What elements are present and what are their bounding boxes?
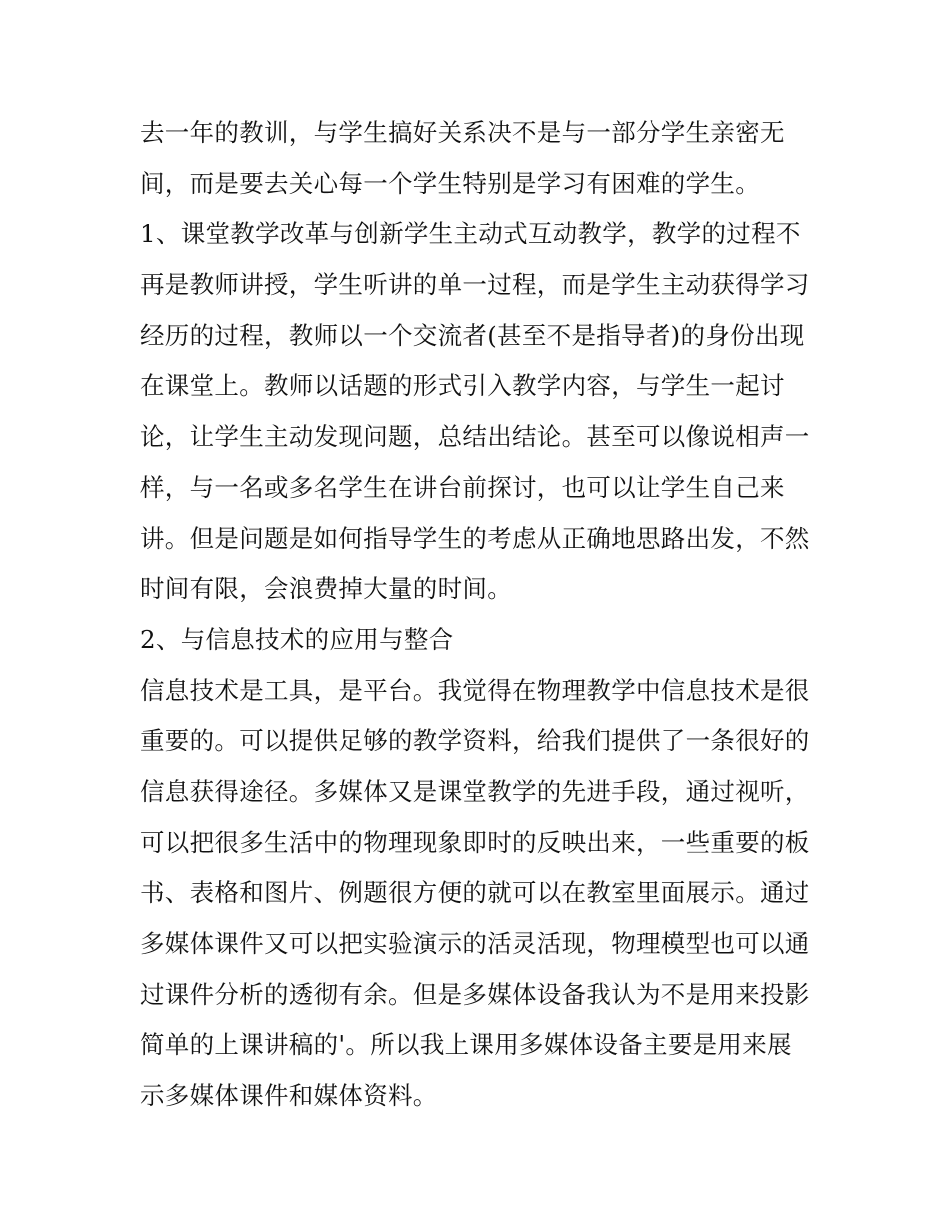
text-line: 重要的。可以提供足够的教学资料，给我们提供了一条很好的 [140, 726, 810, 756]
text-line: 在课堂上。教师以话题的形式引入教学内容，与学生一起讨 [140, 371, 785, 401]
text-line: 可以把很多生活中的物理现象即时的反映出来，一些重要的板 [140, 827, 810, 857]
text-line: 经历的过程，教师以一个交流者(甚至不是指导者)的身份出现 [140, 320, 805, 350]
text-line: 示多媒体课件和媒体资料。 [140, 1081, 438, 1111]
text-line: 间，而是要去关心每一个学生特别是学习有困难的学生。 [140, 168, 760, 198]
text-line: 1、课堂教学改革与创新学生主动式互动教学，教学的过程不 [140, 219, 801, 249]
text-line: 样，与一名或多名学生在讲台前探讨，也可以让学生自己来 [140, 472, 785, 502]
text-line: 信息获得途径。多媒体又是课堂教学的先进手段，通过视听， [140, 776, 810, 806]
text-line: 时间有限，会浪费掉大量的时间。 [140, 574, 512, 604]
text-line: 再是教师讲授，学生听讲的单一过程，而是学生主动获得学习 [140, 270, 810, 300]
text-line: 讲。但是问题是如何指导学生的考虑从正确地思路出发，不然 [140, 523, 810, 553]
section-heading: 2、与信息技术的应用与整合 [140, 624, 454, 654]
text-line: 去一年的教训，与学生搞好关系决不是与一部分学生亲密无 [140, 118, 785, 147]
text-line: 信息技术是工具，是平台。我觉得在物理教学中信息技术是很 [140, 675, 810, 705]
text-line: 论，让学生主动发现问题，总结出结论。甚至可以像说相声一 [140, 422, 810, 452]
text-line: 简单的上课讲稿的'。所以我上课用多媒体设备主要是用来展 [140, 1030, 792, 1060]
text-line: 多媒体课件又可以把实验演示的活灵活现，物理模型也可以通 [140, 929, 810, 958]
text-line: 过课件分析的透彻有余。但是多媒体设备我认为不是用来投影 [140, 979, 810, 1009]
document-body [140, 108, 820, 1122]
text-line: 书、表格和图片、例题很方便的就可以在教室里面展示。通过 [140, 878, 810, 908]
